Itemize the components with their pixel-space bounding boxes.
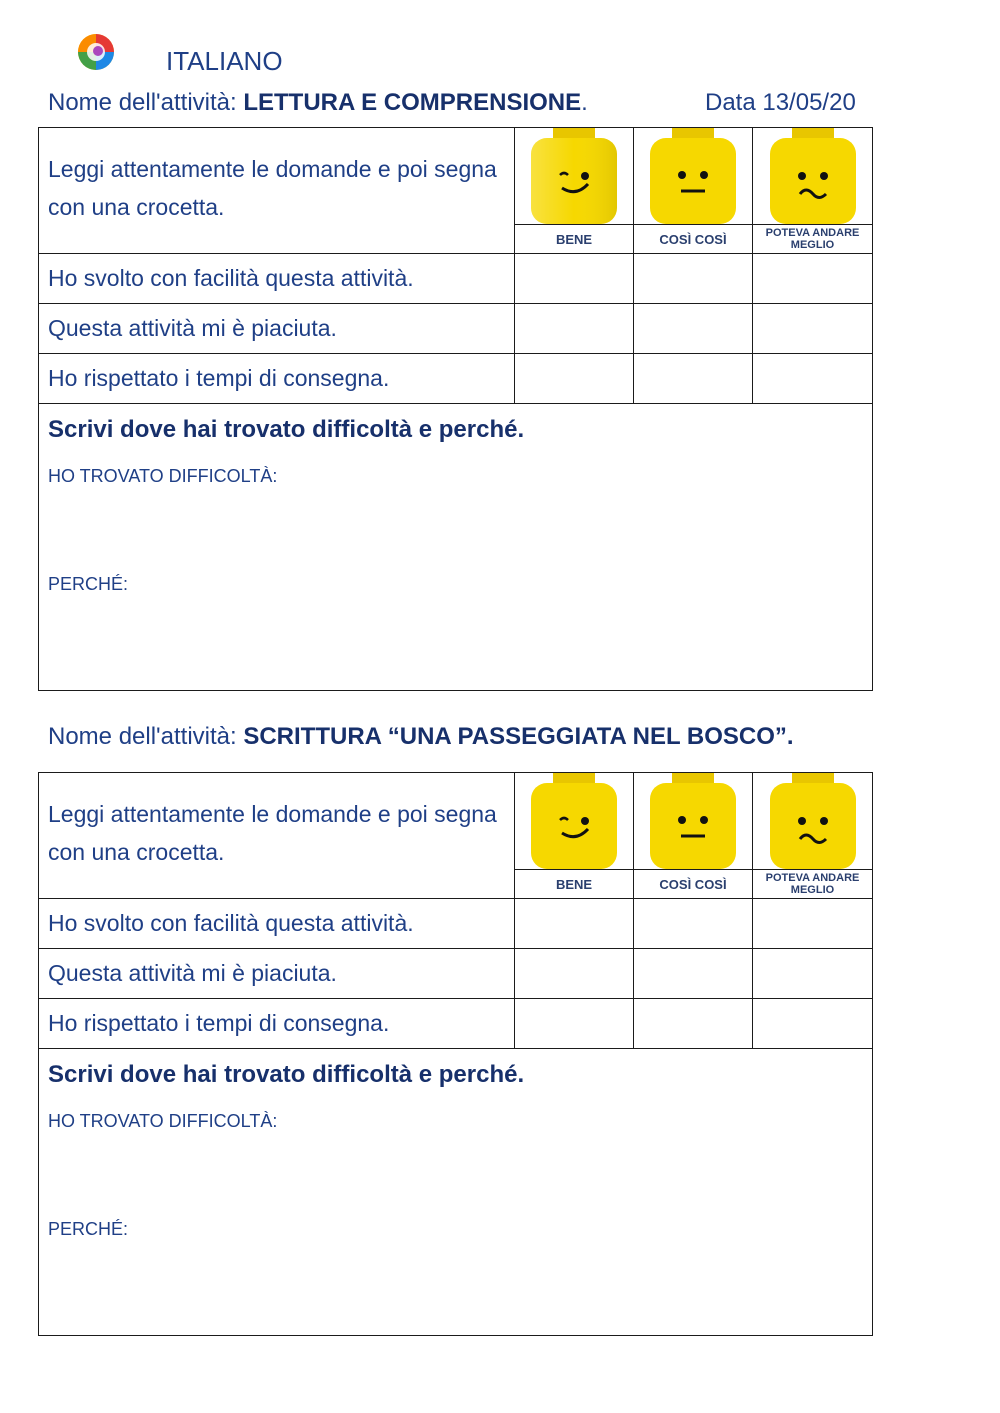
happy-wink-face-icon [529, 773, 619, 869]
question-text: Ho svolto con facilità questa attività. [39, 899, 515, 949]
question-text: Ho svolto con facilità questa attività. [39, 254, 515, 304]
face-label-poteva-andare-meglio: POTEVA ANDARE MEGLIO [765, 227, 860, 251]
face-column-poteva-andare-meglio [753, 773, 873, 899]
table-row [39, 999, 873, 1049]
table-row [39, 949, 873, 999]
checkbox-cell-cosi-cosi[interactable] [634, 999, 753, 1049]
spiral-logo-icon [77, 33, 115, 71]
checkbox-cell-bene[interactable] [515, 354, 634, 404]
notes-title: Scrivi dove hai trovato difficoltà e perché. [48, 416, 525, 443]
face-label-poteva-andare-meglio: POTEVA ANDARE MEGLIO [765, 872, 860, 896]
activity-2-heading [48, 723, 794, 751]
activity-1-heading [48, 89, 588, 117]
instruction-text: Leggi attentamente le domande e poi segna con una crocetta. [39, 773, 515, 899]
question-text: Questa attività mi è piaciuta. [39, 949, 515, 999]
question-text: Ho rispettato i tempi di consegna. [39, 354, 515, 404]
table-row [39, 254, 873, 304]
checkbox-cell-bene[interactable] [515, 899, 634, 949]
checkbox-cell-cosi-cosi[interactable] [634, 354, 753, 404]
neutral-face-icon [648, 773, 738, 869]
checkbox-cell-poteva-andare-meglio[interactable] [753, 304, 873, 354]
checkbox-cell-cosi-cosi[interactable] [634, 949, 753, 999]
difficulty-notes-area[interactable] [39, 1049, 873, 1336]
difficulty-notes-area[interactable] [39, 404, 873, 691]
activity-2-title: SCRITTURA “UNA PASSEGGIATA NEL BOSCO”. [243, 723, 794, 750]
checkbox-cell-poteva-andare-meglio[interactable] [753, 949, 873, 999]
activity-1-suffix: . [581, 89, 588, 116]
notes-difficulty-label: HO TROVATO DIFFICOLTÀ: [48, 466, 278, 486]
happy-wink-face-icon [529, 128, 619, 224]
face-column-cosi-cosi [634, 128, 753, 254]
checkbox-cell-bene[interactable] [515, 999, 634, 1049]
checkbox-cell-poteva-andare-meglio[interactable] [753, 999, 873, 1049]
checkbox-cell-cosi-cosi[interactable] [634, 254, 753, 304]
neutral-face-icon [648, 128, 738, 224]
self-assessment-table-1 [38, 127, 873, 691]
notes-difficulty-label: HO TROVATO DIFFICOLTÀ: [48, 1111, 278, 1131]
checkbox-cell-bene[interactable] [515, 949, 634, 999]
table-row [39, 304, 873, 354]
subject-title: ITALIANO [166, 46, 283, 76]
checkbox-cell-poteva-andare-meglio[interactable] [753, 254, 873, 304]
unsure-face-icon [768, 773, 858, 869]
self-assessment-table-2 [38, 772, 873, 1336]
face-label-bene: BENE [555, 231, 593, 247]
notes-why-label: PERCHÉ: [48, 574, 129, 594]
face-label-cosi-cosi: COSÌ COSÌ [659, 231, 727, 247]
question-text: Questa attività mi è piaciuta. [39, 304, 515, 354]
checkbox-cell-poteva-andare-meglio[interactable] [753, 899, 873, 949]
date-label: Data 13/05/20 [705, 89, 856, 116]
checkbox-cell-cosi-cosi[interactable] [634, 899, 753, 949]
activity-prefix: Nome dell'attività: [48, 723, 244, 750]
face-column-bene [515, 128, 634, 254]
activity-1-title: LETTURA E COMPRENSIONE [243, 89, 582, 116]
face-column-poteva-andare-meglio [753, 128, 873, 254]
notes-why-label: PERCHÉ: [48, 1219, 129, 1239]
unsure-face-icon [768, 128, 858, 224]
activity-prefix: Nome dell'attività: [48, 89, 244, 116]
face-label-bene: BENE [555, 876, 593, 892]
table-row [39, 354, 873, 404]
face-column-bene [515, 773, 634, 899]
face-label-cosi-cosi: COSÌ COSÌ [659, 876, 727, 892]
checkbox-cell-bene[interactable] [515, 254, 634, 304]
notes-title: Scrivi dove hai trovato difficoltà e perché. [48, 1061, 525, 1088]
checkbox-cell-bene[interactable] [515, 304, 634, 354]
checkbox-cell-cosi-cosi[interactable] [634, 304, 753, 354]
face-column-cosi-cosi [634, 773, 753, 899]
question-text: Ho rispettato i tempi di consegna. [39, 999, 515, 1049]
checkbox-cell-poteva-andare-meglio[interactable] [753, 354, 873, 404]
instruction-text: Leggi attentamente le domande e poi segna con una crocetta. [39, 128, 515, 254]
table-row [39, 899, 873, 949]
